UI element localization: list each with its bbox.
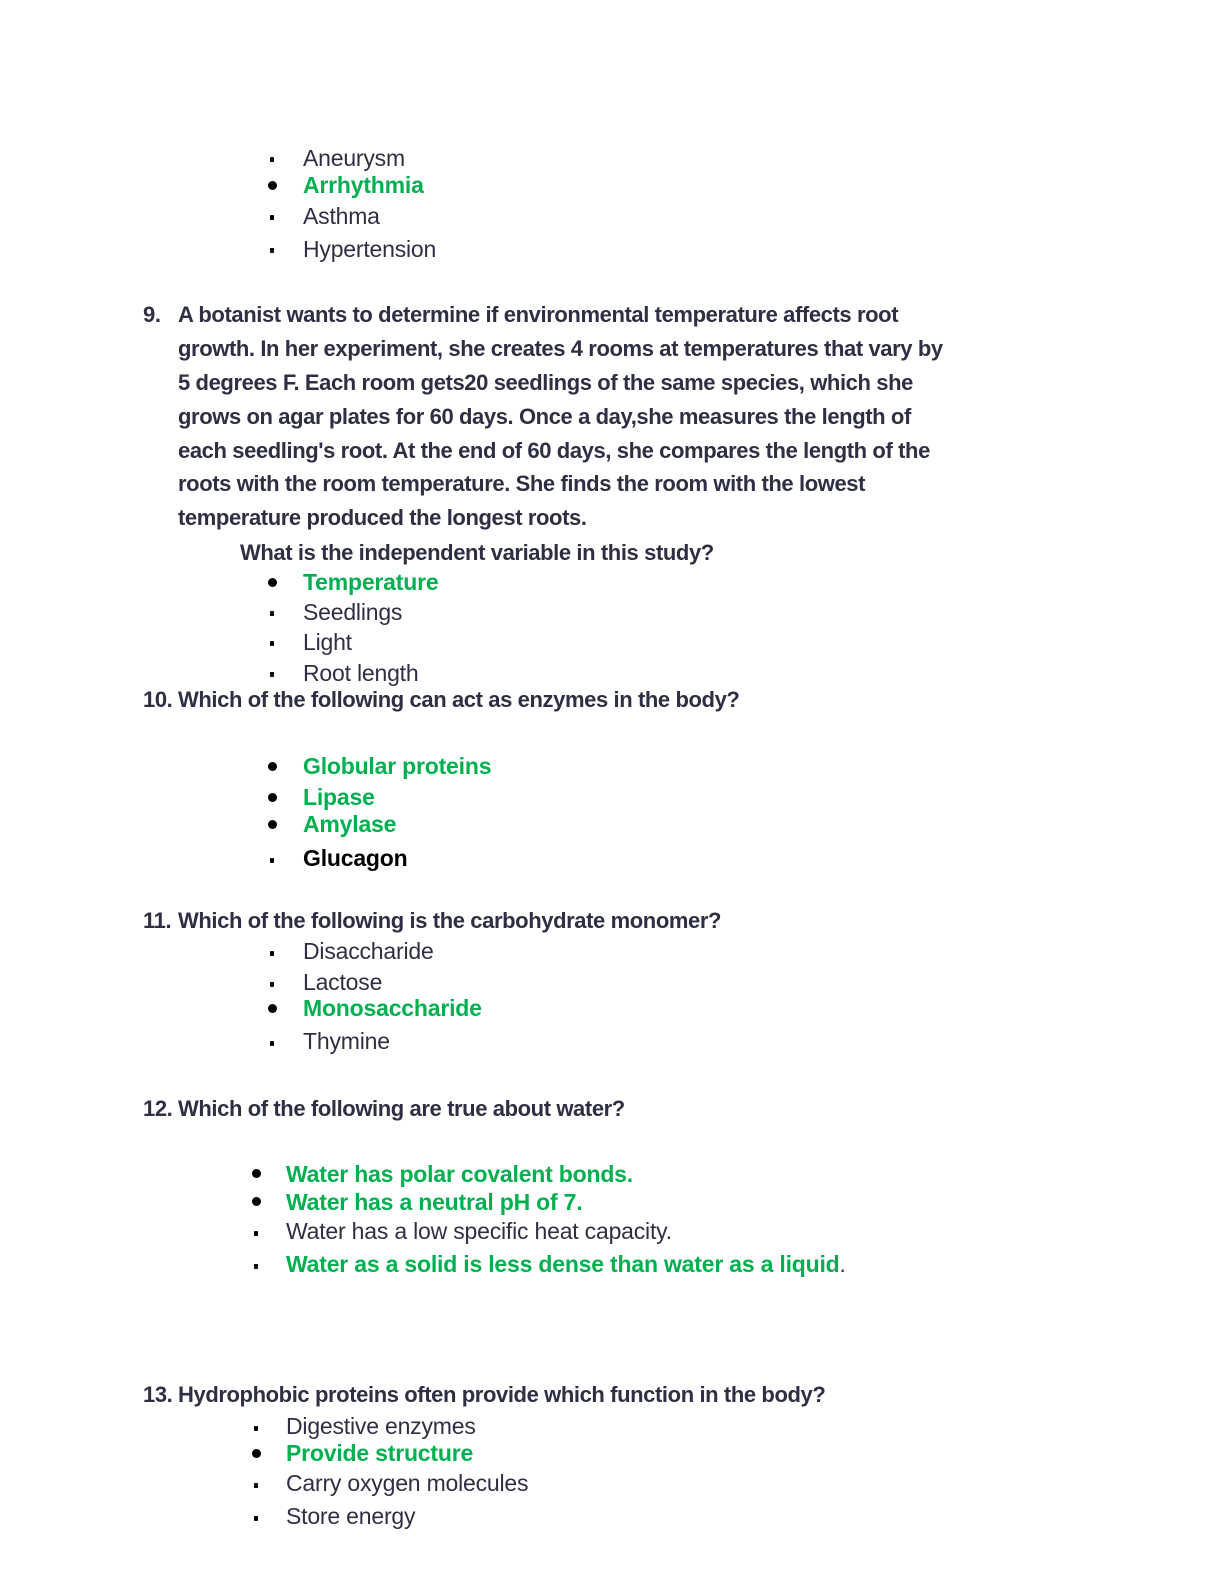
option-text: Seedlings (303, 599, 403, 625)
bullet-icon (254, 1426, 258, 1431)
bullet-icon (270, 858, 274, 863)
bullet-icon (252, 1169, 261, 1178)
question-line: A botanist wants to determine if environmental temperature affects root (178, 302, 899, 327)
bullet-icon (252, 1197, 261, 1206)
option-text-correct: Provide structure (286, 1440, 474, 1466)
option-text: Glucagon (303, 845, 408, 871)
option-text-correct: Arrhythmia (303, 172, 424, 198)
bullet-icon (254, 1483, 258, 1488)
option-text-correct: Water has a neutral pH of 7. (286, 1189, 583, 1215)
bullet-icon (268, 762, 277, 771)
bullet-icon (268, 820, 277, 829)
bullet-icon (270, 611, 274, 616)
question-number: 9. (143, 302, 161, 327)
bullet-icon (270, 248, 274, 253)
question-text: Hydrophobic proteins often provide which function in the body? (178, 1382, 826, 1407)
bullet-icon (270, 157, 274, 162)
option-text: Root length (303, 660, 419, 686)
question-line: roots with the room temperature. She finds the room with the lowest (178, 471, 866, 496)
question-line: grows on agar plates for 60 days. Once a day,she measures the length of (178, 404, 911, 429)
question-prompt: What is the independent variable in this study? (240, 540, 714, 565)
option-text-correct: Amylase (303, 811, 397, 837)
option-text: Carry oxygen molecules (286, 1470, 529, 1496)
question-line: temperature produced the longest roots. (178, 505, 587, 530)
option-text-correct: Lipase (303, 784, 375, 810)
question-text: Which of the following are true about water? (178, 1096, 625, 1121)
option-text: Water as a solid is less dense than water as a liquid (286, 1251, 840, 1277)
question-number: 13. (143, 1382, 173, 1407)
option-text: Lactose (303, 969, 383, 995)
option-text: Digestive enzymes (286, 1413, 476, 1439)
question-number: 12. (143, 1096, 173, 1121)
option-text: Aneurysm (303, 145, 405, 171)
option-text-correct: Water has polar covalent bonds. (286, 1161, 633, 1187)
question-number: 11. (143, 908, 172, 933)
option-text-correct (286, 1251, 846, 1277)
question-text: Which of the following can act as enzymes in the body? (178, 687, 740, 712)
bullet-icon (270, 672, 274, 677)
bullet-icon (254, 1231, 258, 1236)
option-text: Thymine (303, 1028, 390, 1054)
question-line: 5 degrees F. Each room gets20 seedlings of the same species, which she (178, 370, 913, 395)
question-line: growth. In her experiment, she creates 4 rooms at temperatures that vary by (178, 336, 943, 361)
option-text: Store energy (286, 1503, 416, 1529)
option-text: Light (303, 629, 352, 655)
option-text: Hypertension (303, 236, 437, 262)
option-suffix: . (839, 1251, 846, 1277)
option-text-correct: Monosaccharide (303, 995, 482, 1021)
bullet-icon (270, 1041, 274, 1046)
option-text-correct: Globular proteins (303, 753, 492, 779)
bullet-icon (268, 578, 277, 587)
bullet-icon (254, 1516, 258, 1521)
bullet-icon (270, 641, 274, 646)
bullet-icon (270, 951, 274, 956)
question-number: 10. (143, 687, 173, 712)
option-text: Disaccharide (303, 938, 434, 964)
question-text: Which of the following is the carbohydrate monomer? (178, 908, 722, 933)
bullet-icon (268, 181, 277, 190)
option-text: Asthma (303, 203, 380, 229)
bullet-icon (252, 1449, 261, 1458)
option-text: Water has a low specific heat capacity. (286, 1218, 672, 1244)
bullet-icon (268, 793, 277, 802)
bullet-icon (268, 1004, 277, 1013)
question-line: each seedling's root. At the end of 60 days, she compares the length of the (178, 438, 930, 463)
bullet-icon (270, 982, 274, 987)
bullet-icon (254, 1264, 258, 1269)
bullet-icon (270, 215, 274, 220)
option-text-correct: Temperature (303, 569, 439, 595)
